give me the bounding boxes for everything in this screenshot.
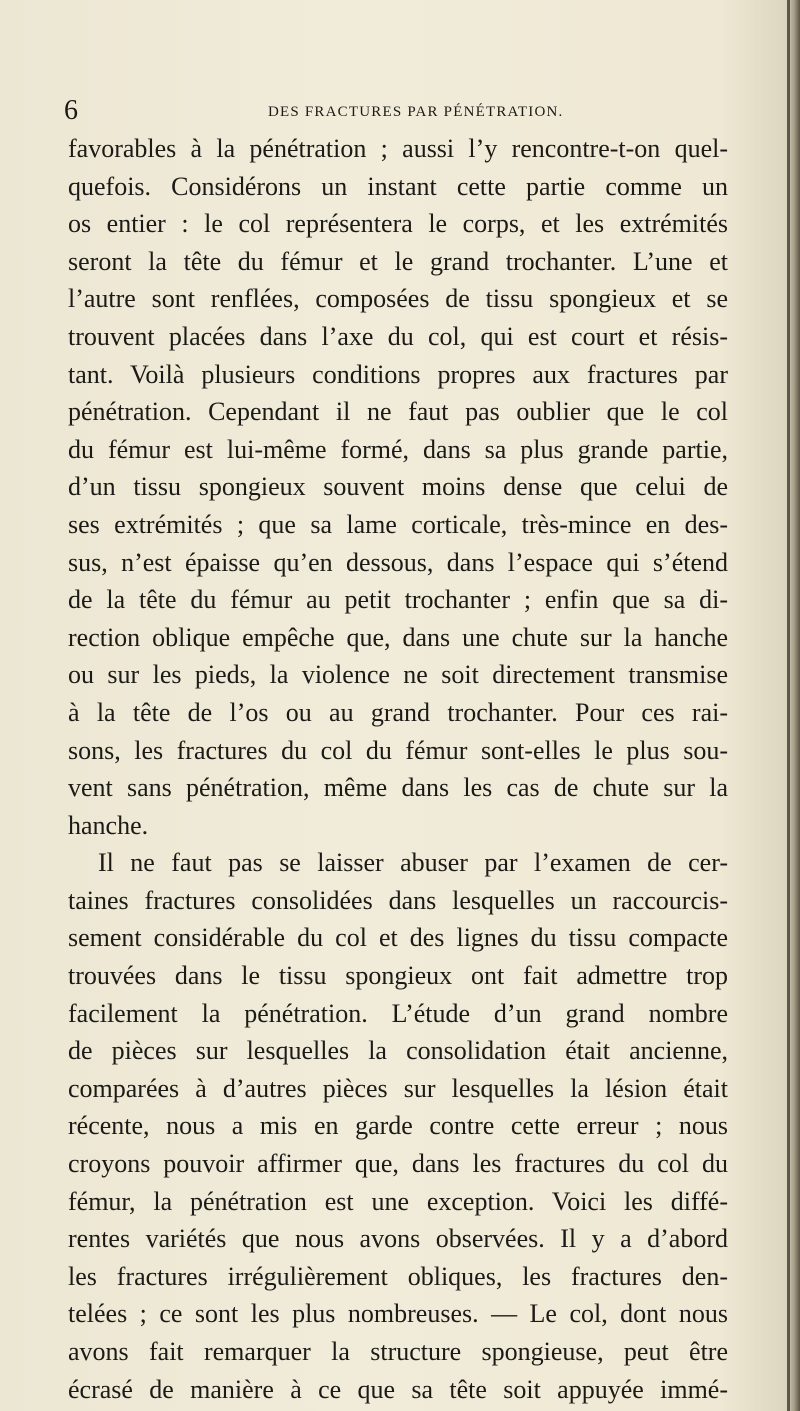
- text-line: de pièces sur lesquelles la consolidation était ancienne,: [68, 1036, 728, 1066]
- text-line: comparées à d’autres pièces sur lesquelles la lésion était: [68, 1073, 728, 1103]
- text-line: sons, les fractures du col du fémur sont-elles le plus sou-: [68, 735, 728, 765]
- text-line: facilement la pénétration. L’étude d’un grand nombre: [68, 998, 728, 1028]
- text-line: trouvées dans le tissu spongieux ont fait admettre trop: [68, 961, 728, 991]
- text-line: trouvent placées dans l’axe du col, qui est court et résis-: [68, 321, 728, 351]
- text-line: avons fait remarquer la structure spongieuse, peut être: [68, 1337, 728, 1366]
- text-line: os entier : le col représentera le corps, et les extrémités: [68, 209, 728, 239]
- text-line: quefois. Considérons un instant cette partie comme un: [68, 171, 728, 201]
- text-line: rentes variétés que nous avons observées. Il y a d’abord: [68, 1224, 728, 1254]
- text-line: pénétration. Cependant il ne faut pas oublier que le col: [68, 397, 728, 427]
- text-line: sus, n’est épaisse qu’en dessous, dans l’espace qui s’étend: [68, 547, 728, 577]
- text-line: écrasé de manière à ce que sa tête soit appuyée immé-: [68, 1374, 728, 1404]
- text-line: sement considérable du col et des lignes du tissu compacte: [68, 923, 728, 953]
- running-title: DES FRACTURES PAR PÉNÉTRATION.: [268, 104, 564, 120]
- text-line: favorables à la pénétration ; aussi l’y rencontre-t-on quel-: [68, 134, 728, 163]
- page-binding-edge: [787, 0, 790, 1411]
- page-number: 6: [64, 95, 78, 126]
- text-line: Il ne faut pas se laisser abuser par l’examen de cer-: [98, 848, 728, 878]
- page-header: [64, 96, 744, 126]
- text-line: de la tête du fémur au petit trochanter ; enfin que sa di-: [68, 585, 728, 615]
- text-line: les fractures irrégulièrement obliques, les fractures den-: [68, 1261, 728, 1291]
- text-line: ou sur les pieds, la violence ne soit directement transmise: [68, 660, 728, 690]
- text-line: telées ; ce sont les plus nombreuses. — Le col, dont nous: [68, 1299, 728, 1329]
- text-line: du fémur est lui-même formé, dans sa plus grande partie,: [68, 434, 728, 464]
- text-line: fémur, la pénétration est une exception. Voici les diffé-: [68, 1186, 728, 1216]
- text-line: ses extrémités ; que sa lame corticale, très-mince en des-: [68, 509, 728, 539]
- text-line: à la tête de l’os ou au grand trochanter. Pour ces rai-: [68, 697, 728, 727]
- text-line: vent sans pénétration, même dans les cas de chute sur la: [68, 773, 728, 803]
- text-line: l’autre sont renflées, composées de tissu spongieux et se: [68, 284, 728, 314]
- text-line: d’un tissu spongieux souvent moins dense que celui de: [68, 472, 728, 502]
- text-line: seront la tête du fémur et le grand trochanter. L’une et: [68, 246, 728, 276]
- text-line: rection oblique empêche que, dans une chute sur la hanche: [68, 622, 728, 652]
- text-line: taines fractures consolidées dans lesquelles un raccourcis-: [68, 885, 728, 915]
- text-line: tant. Voilà plusieurs conditions propres aux fractures par: [68, 359, 728, 389]
- text-line: hanche.: [68, 810, 149, 840]
- text-line: récente, nous a mis en garde contre cette erreur ; nous: [68, 1111, 728, 1141]
- text-line: croyons pouvoir affirmer que, dans les fractures du col du: [68, 1149, 728, 1179]
- body-text: [68, 130, 728, 1408]
